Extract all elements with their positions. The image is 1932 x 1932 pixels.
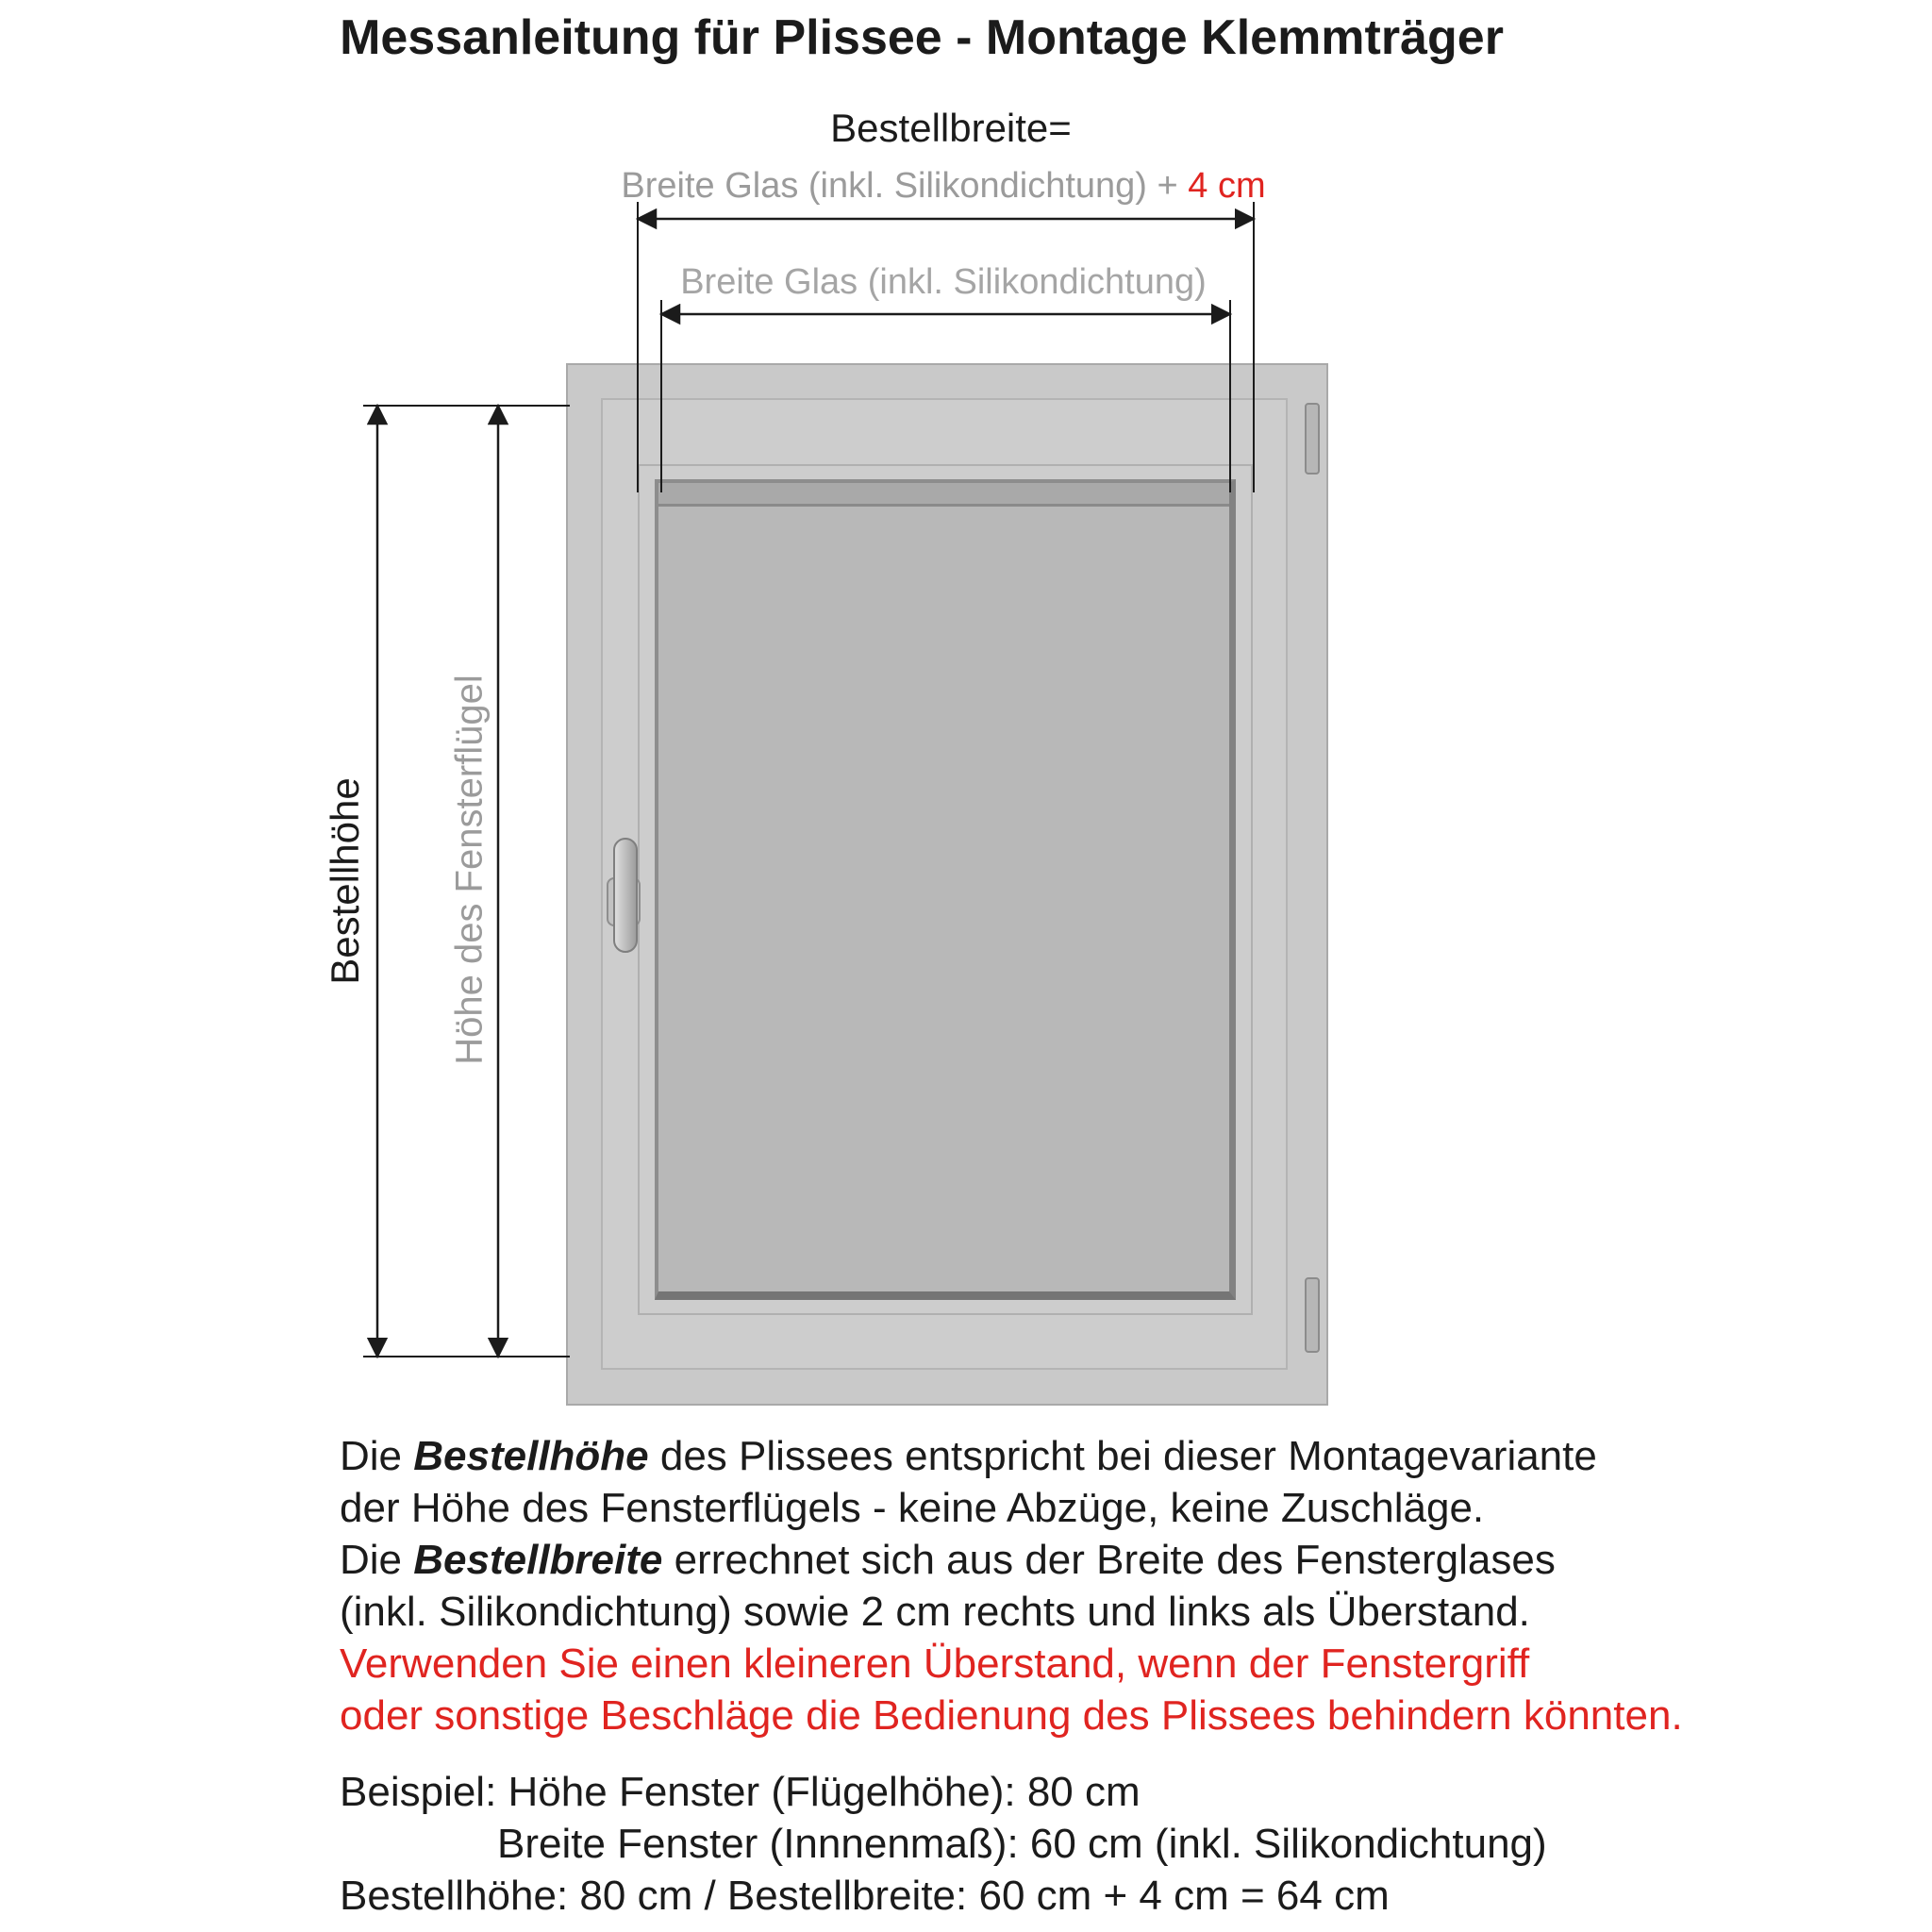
body-line-1-post: des Plissees entspricht bei dieser Montagevariante (648, 1433, 1597, 1479)
window-glass (655, 479, 1236, 1300)
example-line-1: Beispiel: Höhe Fenster (Flügelhöhe): 80 cm (340, 1769, 1141, 1815)
body-line-1 (340, 1430, 1736, 1482)
page-title: Messanleitung für Plissee - Montage Klemmträger (340, 10, 1504, 65)
glass-width-label: Breite Glas (inkl. Silikondichtung) (680, 262, 1207, 302)
window-handle-icon (613, 838, 638, 953)
body-line-3-term: Bestellbreite (413, 1537, 663, 1583)
glass-width-plus-value: 4 cm (1188, 166, 1266, 206)
body-line-3-post: errechnet sich aus der Breite des Fensterglases (662, 1537, 1556, 1583)
glass-width-plus-label (621, 166, 1265, 207)
body-line-2: der Höhe des Fensterflügels - keine Abzüge, keine Zuschläge. (340, 1485, 1485, 1531)
window-hinge-top (1305, 403, 1320, 475)
example-block (340, 1766, 1736, 1922)
body-line-4: (inkl. Silikondichtung) sowie 2 cm rechts und links als Überstand. (340, 1589, 1530, 1635)
plissee-top-rail (658, 483, 1229, 507)
glass-width-plus-text: Breite Glas (inkl. Silikondichtung) + (621, 166, 1189, 206)
body-line-1-term: Bestellhöhe (413, 1433, 649, 1479)
order-width-label: Bestellbreite= (830, 106, 1072, 150)
body-line-3-pre: Die (340, 1537, 414, 1583)
example-line-2: Breite Fenster (Innnenmaß): 60 cm (inkl. Silikondichtung) (497, 1821, 1547, 1867)
warning-line-1: Verwenden Sie einen kleineren Überstand, wenn der Fenstergriff (340, 1641, 1530, 1687)
warning-line-2: oder sonstige Beschläge die Bedienung des Plissees behindern könnten. (340, 1692, 1683, 1739)
window-hinge-bottom (1305, 1277, 1320, 1353)
order-height-label: Bestellhöhe (323, 777, 367, 985)
sash-height-label: Höhe des Fensterflügel (448, 675, 491, 1065)
explanation-text (340, 1430, 1736, 1922)
body-line-3 (340, 1534, 1736, 1586)
example-line-3: Bestellhöhe: 80 cm / Bestellbreite: 60 cm + 4 cm = 64 cm (340, 1873, 1390, 1919)
body-line-1-pre: Die (340, 1433, 414, 1479)
